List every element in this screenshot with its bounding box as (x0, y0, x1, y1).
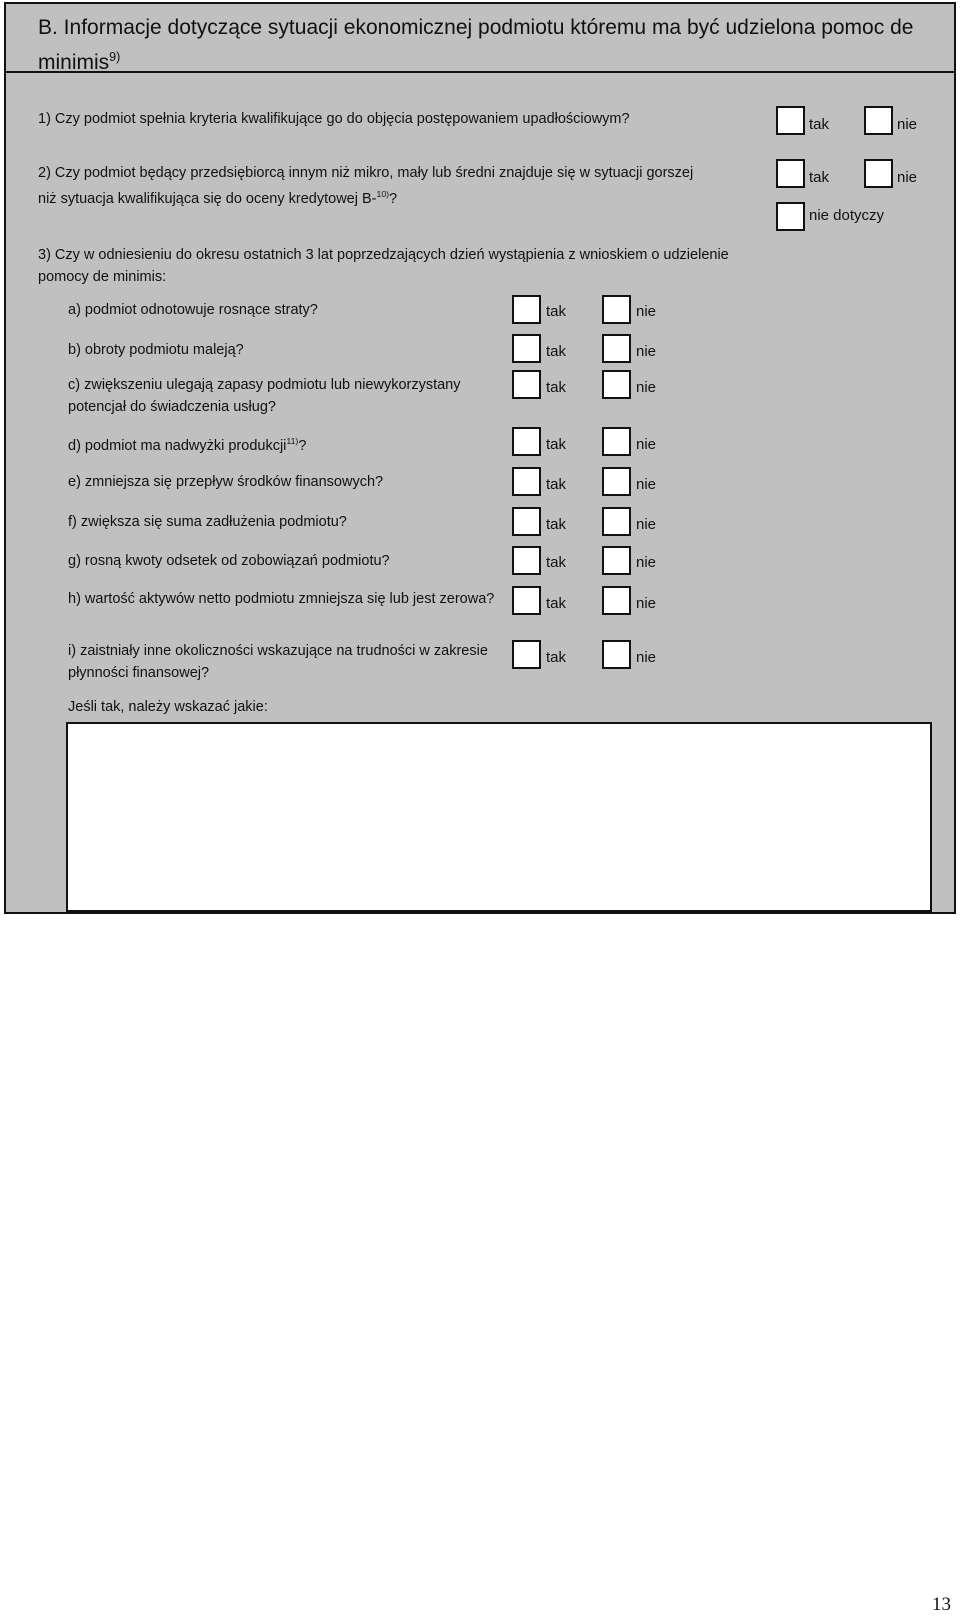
q2-text-line2 (38, 188, 758, 210)
q3e-no-label: nie (636, 476, 657, 493)
q3e-yes-checkbox[interactable] (512, 467, 541, 496)
q3h-no-label: nie (636, 595, 657, 612)
q1-no-checkbox[interactable] (864, 106, 893, 135)
q3g-yes-label: tak (546, 554, 567, 571)
q3d-yes-label: tak (546, 436, 567, 453)
q3i-no-label: nie (636, 649, 657, 666)
q3a-yes-label: tak (546, 303, 567, 320)
footnote-10: 10) (376, 189, 390, 200)
q3g-yes-checkbox[interactable] (512, 546, 541, 575)
q3i-no-checkbox[interactable] (602, 640, 631, 669)
q3-intro: 3) Czy w odniesieniu do okresu ostatnich 3 lat poprzedzających dzień wystąpienia z wnioskiem o udzielenie pomocy de minimis: (38, 247, 729, 285)
q2-no-label: nie (897, 169, 918, 186)
q3i-yes-checkbox[interactable] (512, 640, 541, 669)
q2-text-end: ? (389, 191, 398, 207)
q3i-text: i) zaistniały inne okoliczności wskazujące na trudności w zakresie płynności finansowej? (68, 643, 488, 681)
q3a-no-label: nie (636, 303, 657, 320)
q3c-yes-label: tak (546, 379, 567, 396)
q3g-no-checkbox[interactable] (602, 546, 631, 575)
q3a-no-checkbox[interactable] (602, 295, 631, 324)
q3d-text-end: ? (298, 438, 307, 454)
q3c-no-checkbox[interactable] (602, 370, 631, 399)
q3b-text: b) obroty podmiotu maleją? (68, 342, 244, 358)
q3c-text: c) zwiększeniu ulegają zapasy podmiotu lub niewykorzystany potencjał do świadczenia usług? (68, 377, 461, 415)
q1-yes-checkbox[interactable] (776, 106, 805, 135)
q2-no-checkbox[interactable] (864, 159, 893, 188)
q3d-text (68, 435, 488, 457)
q3f-no-checkbox[interactable] (602, 507, 631, 536)
q2-not-applicable-checkbox[interactable] (776, 202, 805, 231)
q2-not-applicable-label: nie dotyczy (809, 207, 885, 224)
q2-yes-label: tak (809, 169, 830, 186)
section-title-text: B. Informacje dotyczące sytuacji ekonomicznej podmiotu któremu ma być udzielona pomoc de minimis (38, 16, 914, 74)
q1-text: 1) Czy podmiot spełnia kryteria kwalifikujące go do objęcia postępowaniem upadłościowym? (38, 111, 630, 127)
q2-text-b: niż sytuacja kwalifikująca się do oceny kredytowej B- (38, 191, 377, 207)
section-b-form (4, 2, 956, 914)
footnote-11: 11) (286, 436, 299, 447)
q3b-no-label: nie (636, 343, 657, 360)
footnote-9: 9) (109, 50, 121, 64)
q3h-yes-checkbox[interactable] (512, 586, 541, 615)
q3h-no-checkbox[interactable] (602, 586, 631, 615)
q3a-yes-checkbox[interactable] (512, 295, 541, 324)
q1-no-label: nie (897, 116, 918, 133)
q3f-text: f) zwiększa się suma zadłużenia podmiotu? (68, 514, 347, 530)
q3i-yes-label: tak (546, 649, 567, 666)
section-title (38, 10, 938, 80)
q1-yes-label: tak (809, 116, 830, 133)
q3h-text: h) wartość aktywów netto podmiotu zmniejsza się lub jest zerowa? (68, 591, 495, 607)
if-yes-label: Jeśli tak, należy wskazać jakie: (68, 699, 268, 715)
q3e-no-checkbox[interactable] (602, 467, 631, 496)
page-number: 13 (932, 1594, 951, 1615)
q3e-yes-label: tak (546, 476, 567, 493)
q2-text-line1: 2) Czy podmiot będący przedsiębiorcą innym niż mikro, mały lub średni znajduje się w sytuacji gorszej (38, 165, 694, 181)
q3h-yes-label: tak (546, 595, 567, 612)
q2-yes-checkbox[interactable] (776, 159, 805, 188)
q3f-yes-checkbox[interactable] (512, 507, 541, 536)
q3d-yes-checkbox[interactable] (512, 427, 541, 456)
q3c-no-label: nie (636, 379, 657, 396)
q3d-no-label: nie (636, 436, 657, 453)
q3c-yes-checkbox[interactable] (512, 370, 541, 399)
q3f-yes-label: tak (546, 516, 567, 533)
q3b-yes-checkbox[interactable] (512, 334, 541, 363)
difficulties-description-textarea[interactable] (66, 722, 932, 912)
q3d-text-main: d) podmiot ma nadwyżki produkcji (68, 438, 287, 454)
q3g-no-label: nie (636, 554, 657, 571)
q3a-text: a) podmiot odnotowuje rosnące straty? (68, 302, 318, 318)
q3g-text: g) rosną kwoty odsetek od zobowiązań podmiotu? (68, 553, 390, 569)
q3e-text: e) zmniejsza się przepływ środków finansowych? (68, 474, 384, 490)
section-header (6, 4, 954, 73)
q3f-no-label: nie (636, 516, 657, 533)
q3b-no-checkbox[interactable] (602, 334, 631, 363)
q3b-yes-label: tak (546, 343, 567, 360)
q3d-no-checkbox[interactable] (602, 427, 631, 456)
